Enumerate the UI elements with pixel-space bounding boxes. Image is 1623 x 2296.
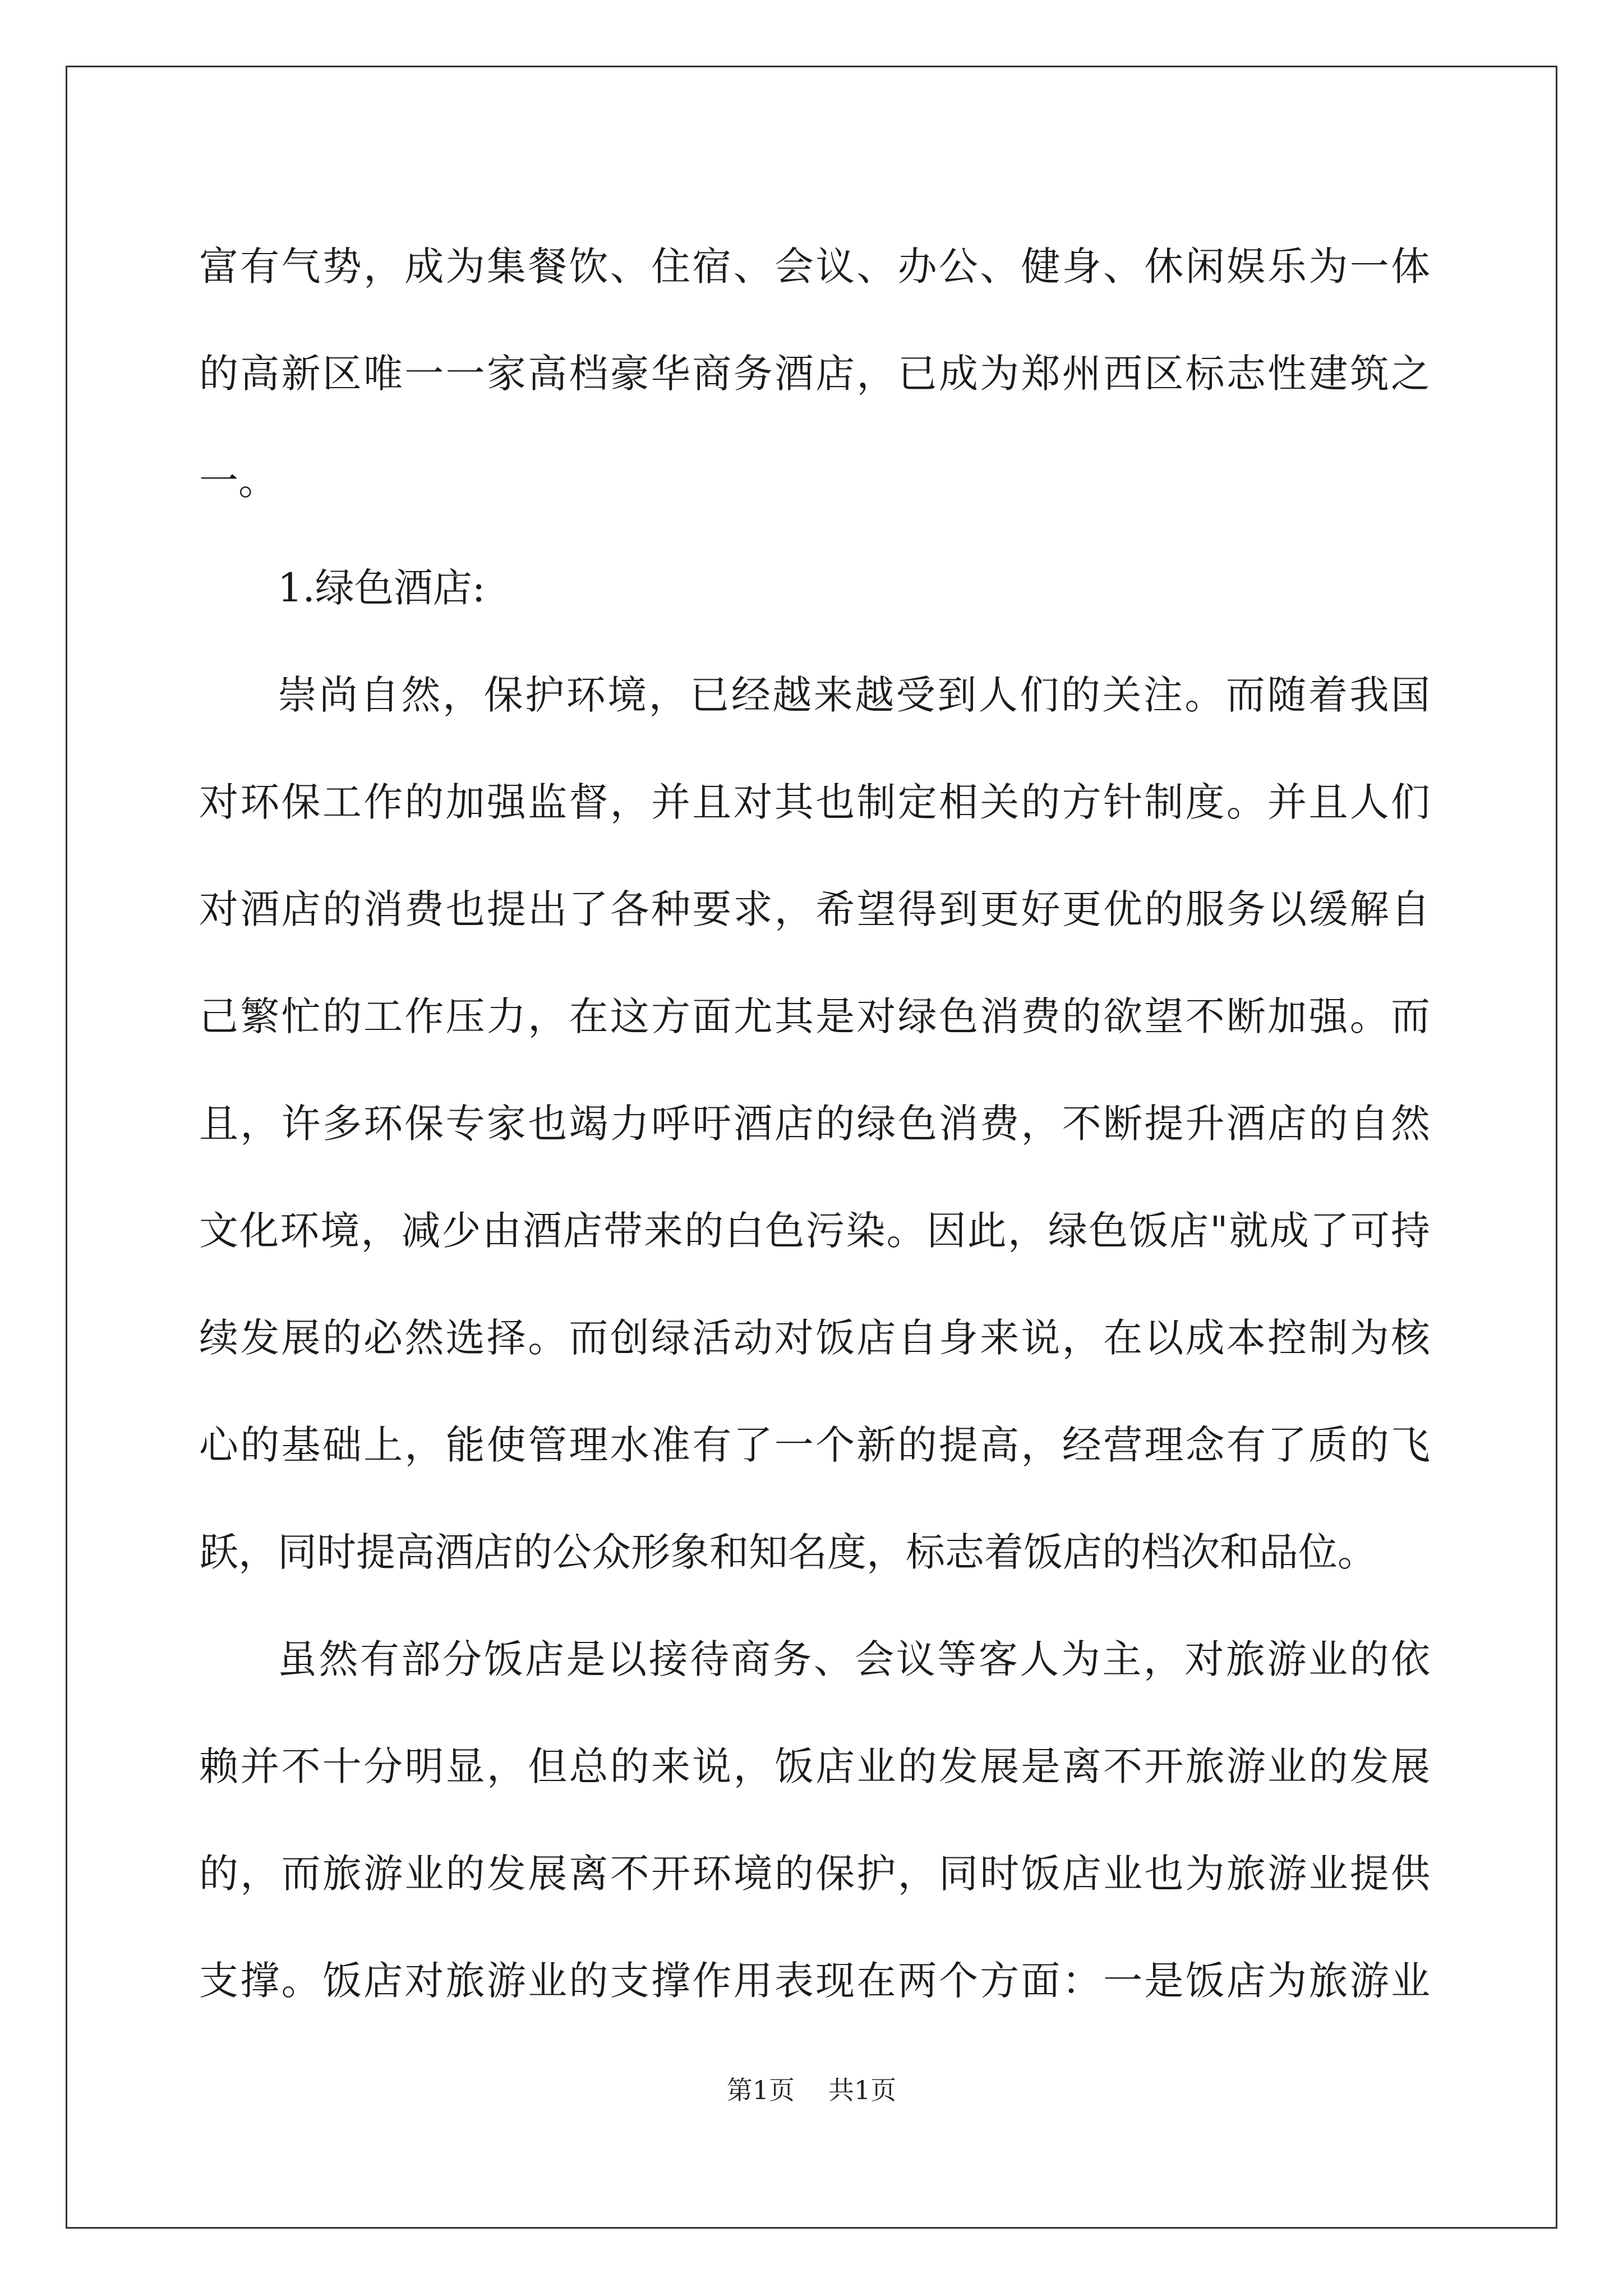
text-line: 己繁忙的工作压力，在这方面尤其是对绿色消费的欲望不断加强。而	[199, 993, 1430, 1039]
text-line: 一。	[199, 458, 278, 504]
text-line: 对酒店的消费也提出了各种要求，希望得到更好更优的服务以缓解自	[199, 886, 1430, 932]
page-total: 共1页	[828, 2075, 897, 2105]
text-line: 虽然有部分饭店是以接待商务、会议等客人为主，对旅游业的依	[278, 1636, 1430, 1682]
text-line: 心的基础上，能使管理水准有了一个新的提高，经营理念有了质的飞	[199, 1422, 1430, 1468]
page-footer	[0, 2070, 1623, 2107]
body-text	[199, 213, 1430, 2035]
page-number: 第1页	[726, 2075, 795, 2105]
text-line: 崇尚自然，保护环境，已经越来越受到人们的关注。而随着我国	[278, 672, 1430, 718]
text-line: 对环保工作的加强监督，并且对其也制定相关的方针制度。并且人们	[199, 779, 1430, 825]
text-line: 续发展的必然选择。而创绿活动对饭店自身来说，在以成本控制为核	[199, 1315, 1430, 1361]
text-line: 跃，同时提高酒店的公众形象和知名度，标志着饭店的档次和品位。	[199, 1529, 1377, 1575]
text-line: 富有气势，成为集餐饮、住宿、会议、办公、健身、休闲娱乐为一体	[199, 243, 1430, 289]
text-line: 支撑。饭店对旅游业的支撑作用表现在两个方面：一是饭店为旅游业	[199, 1958, 1430, 2004]
text-line: 赖并不十分明显，但总的来说，饭店业的发展是离不开旅游业的发展	[199, 1743, 1430, 1789]
section-heading: 1.绿色酒店:	[278, 565, 486, 611]
text-line: 的，而旅游业的发展离不开环境的保护，同时饭店业也为旅游业提供	[199, 1851, 1430, 1897]
text-line: 的高新区唯一一家高档豪华商务酒店，已成为郑州西区标志性建筑之	[199, 351, 1430, 397]
text-line: 文化环境，减少由酒店带来的白色污染。因此，绿色饭店"就成了可持	[199, 1208, 1430, 1254]
text-line: 且，许多环保专家也竭力呼吁酒店的绿色消费，不断提升酒店的自然	[199, 1101, 1430, 1147]
